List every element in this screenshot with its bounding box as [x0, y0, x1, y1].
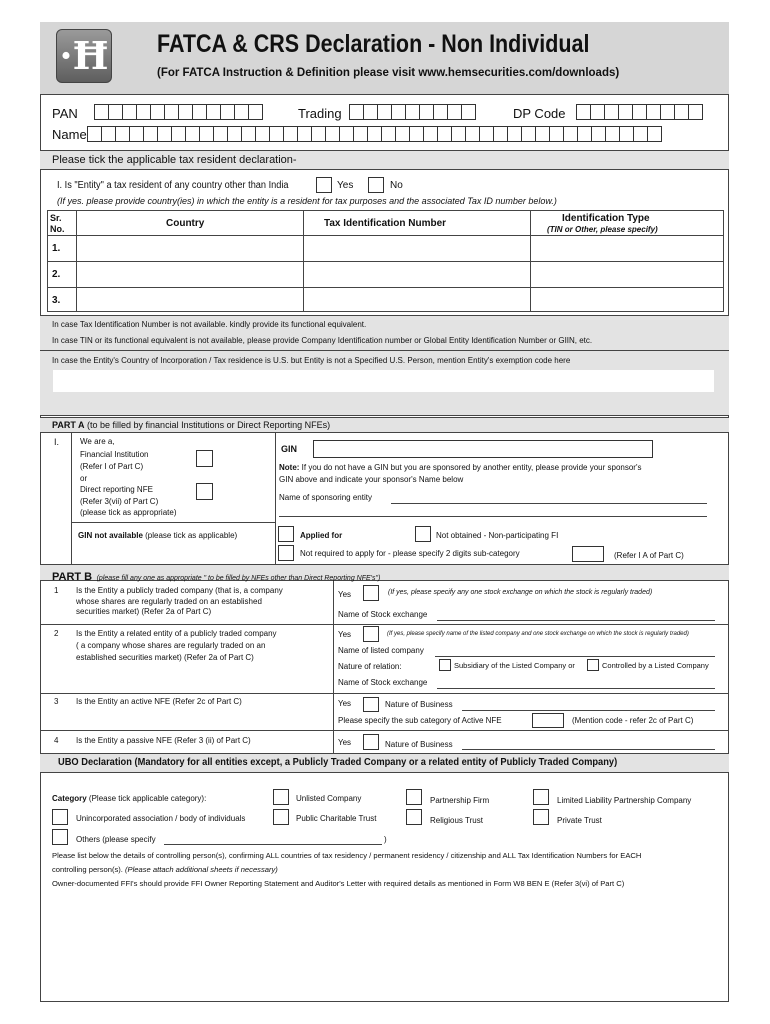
category-line: [52, 794, 206, 803]
char-cell[interactable]: [363, 104, 378, 120]
tax-resident-note: (If yes. please provide country(ies) in which the entity is a resident for tax purposes and the associated Tax ID number below.): [57, 196, 557, 206]
q3-nature-input[interactable]: [462, 710, 715, 711]
char-cell[interactable]: [591, 126, 606, 142]
char-cell[interactable]: [409, 126, 424, 142]
q2-yes-checkbox[interactable]: [363, 626, 379, 642]
char-cell[interactable]: [549, 126, 564, 142]
q2-controlled-label: Controlled by a Listed Company: [602, 661, 709, 670]
char-cell[interactable]: [164, 104, 179, 120]
char-cell[interactable]: [660, 104, 675, 120]
private-trust-label: Private Trust: [557, 816, 602, 825]
q2-listed-label: Name of listed company: [338, 646, 424, 655]
row-number: 3.: [52, 295, 61, 306]
gin-input[interactable]: [313, 440, 653, 458]
char-cell[interactable]: [129, 126, 144, 142]
char-cell[interactable]: [150, 104, 165, 120]
char-cell[interactable]: [419, 104, 434, 120]
q2-subsidiary-label: Subsidiary of the Listed Company or: [454, 661, 575, 670]
char-cell[interactable]: [576, 104, 591, 120]
unlisted-checkbox[interactable]: [273, 789, 289, 805]
sponsor-label: Name of sponsoring entity: [279, 493, 372, 502]
id-type-input-3[interactable]: [531, 288, 723, 311]
id-type-input-2[interactable]: [531, 262, 723, 286]
q1-num: 1: [54, 586, 59, 595]
char-cell[interactable]: [178, 104, 193, 120]
public-trust-label: Public Charitable Trust: [296, 814, 377, 823]
q3-sub-label: Please specify the sub category of Active NFE: [338, 716, 502, 725]
char-cell[interactable]: [647, 126, 662, 142]
char-cell[interactable]: [108, 104, 123, 120]
char-cell[interactable]: [115, 126, 130, 142]
char-cell[interactable]: [423, 126, 438, 142]
part-a-title: PART A: [52, 420, 85, 430]
part-b-title: PART B: [52, 571, 93, 583]
char-cell[interactable]: [381, 126, 396, 142]
q1-exchange-input[interactable]: [437, 620, 715, 621]
char-cell[interactable]: [349, 104, 364, 120]
private-trust-checkbox[interactable]: [533, 809, 549, 825]
q2-exchange-input[interactable]: [437, 688, 715, 689]
partnership-checkbox[interactable]: [406, 789, 422, 805]
not-required-label: Not required to apply for - please specify 2 digits sub-category: [300, 549, 520, 558]
q1-line1: Is the Entity a publicly traded company (that is, a company: [76, 586, 283, 595]
not-obtained-label: Not obtained - Non-participating FI: [436, 531, 559, 540]
fi-label: Financial Institution: [80, 450, 149, 459]
pan-input[interactable]: [94, 104, 262, 120]
gin-na-note: (please tick as applicable): [145, 531, 238, 540]
list-line2: [52, 865, 278, 874]
char-cell[interactable]: [143, 126, 158, 142]
q1-line2: whose shares are regularly traded on an established: [76, 597, 262, 606]
q2-line2: ( a company whose shares are regularly traded on an: [76, 641, 266, 650]
gin-note-line2: GIN above and indicate your sponsor's Name below: [279, 475, 464, 484]
trading-code-input[interactable]: [349, 104, 475, 120]
char-cell[interactable]: [220, 104, 235, 120]
part-a-num: I.: [54, 437, 60, 447]
char-cell[interactable]: [339, 126, 354, 142]
q1-note: (If yes, please specify any one stock exchange on which the stock is regularly traded): [388, 589, 653, 596]
char-cell[interactable]: [618, 104, 633, 120]
country-input-1[interactable]: [77, 236, 302, 260]
char-cell[interactable]: [646, 104, 661, 120]
nfe-checkbox[interactable]: [196, 483, 213, 500]
tick-note: (please tick as appropriate): [80, 508, 177, 517]
char-cell[interactable]: [461, 104, 476, 120]
others-checkbox[interactable]: [52, 829, 68, 845]
char-cell[interactable]: [451, 126, 466, 142]
q2-listed-input[interactable]: [435, 656, 715, 657]
col-no: No.: [50, 224, 65, 234]
char-cell[interactable]: [479, 126, 494, 142]
name-input[interactable]: [87, 126, 661, 142]
char-cell[interactable]: [577, 126, 592, 142]
others-label: Others (please specify: [76, 835, 156, 844]
unlisted-label: Unlisted Company: [296, 794, 362, 803]
col-identification-type-sub: (TIN or Other, please specify): [547, 225, 658, 234]
country-input-2[interactable]: [77, 262, 302, 286]
tin-input-3[interactable]: [304, 288, 529, 311]
we-are-label: We are a,: [80, 437, 115, 446]
char-cell[interactable]: [521, 126, 536, 142]
religious-trust-label: Religious Trust: [430, 816, 483, 825]
q2-line1: Is the Entity a related entity of a publicly traded company: [76, 629, 277, 638]
char-cell[interactable]: [377, 104, 392, 120]
q2-controlled-checkbox[interactable]: [587, 659, 599, 671]
part-a-note: (to be filled by financial Institutions or Direct Reporting NFEs): [87, 420, 331, 430]
q1-yes-checkbox[interactable]: [363, 585, 379, 601]
tax-resident-question: I. Is "Entity" a tax resident of any country other than India: [57, 180, 289, 191]
char-cell[interactable]: [507, 126, 522, 142]
llp-checkbox[interactable]: [533, 789, 549, 805]
row-number: 1.: [52, 243, 61, 254]
llp-label: Limited Liability Partnership Company: [557, 796, 692, 805]
char-cell[interactable]: [206, 104, 221, 120]
religious-trust-checkbox[interactable]: [406, 809, 422, 825]
char-cell[interactable]: [437, 126, 452, 142]
char-cell[interactable]: [297, 126, 312, 142]
others-close: ): [384, 835, 387, 844]
q4-nature-input[interactable]: [462, 749, 715, 750]
gin-note-line1: [279, 463, 641, 472]
list-line2-note: (Please attach additional sheets if necessary): [125, 865, 278, 874]
nfe-ref: (Refer 3(vii) of Part C): [80, 497, 159, 506]
char-cell[interactable]: [619, 126, 634, 142]
dp-code-input[interactable]: [576, 104, 702, 120]
tin-input-1[interactable]: [304, 236, 529, 260]
q3-yes-checkbox[interactable]: [363, 697, 379, 712]
tax-resident-yes-label: Yes: [337, 180, 354, 191]
char-cell[interactable]: [535, 126, 550, 142]
unincorporated-checkbox[interactable]: [52, 809, 68, 825]
q1-yes-label: Yes: [338, 590, 352, 599]
col-tin: Tax Identification Number: [324, 218, 447, 229]
q2-yes-label: Yes: [338, 630, 352, 639]
char-cell[interactable]: [325, 126, 340, 142]
char-cell[interactable]: [227, 126, 242, 142]
char-cell[interactable]: [87, 126, 102, 142]
q3-text: Is the Entity an active NFE (Refer 2c of Part C): [76, 697, 242, 706]
tax-resident-no-label: No: [390, 180, 403, 191]
id-type-input-1[interactable]: [531, 236, 723, 260]
ubo-title: UBO Declaration (Mandatory for all entities except, a Publicly Traded Company or a related entity of Publicly Traded Company): [58, 757, 618, 768]
char-cell[interactable]: [563, 126, 578, 142]
q4-yes-label: Yes: [338, 738, 352, 747]
applied-for-label: Applied for: [300, 531, 343, 540]
sponsor-input[interactable]: [391, 503, 707, 504]
list-line1: Please list below the details of controlling person(s), confirming ALL countries of tax residency / permanent residency / citizenship and ALL Tax Identification Numbers for EACH: [52, 851, 642, 860]
tin-info-1: In case Tax Identification Number is not available. kindly provide its functional equivalent.: [52, 320, 367, 329]
col-identification-type: Identification Type: [562, 213, 650, 224]
char-cell[interactable]: [493, 126, 508, 142]
q4-num: 4: [54, 736, 59, 745]
char-cell[interactable]: [632, 104, 647, 120]
tin-info-band: [40, 315, 729, 415]
q1-line3: securities market) (Refer 2a of Part C): [76, 607, 212, 616]
char-cell[interactable]: [122, 104, 137, 120]
q1-exchange-label: Name of Stock exchange: [338, 610, 428, 619]
trading-label: Trading: [298, 106, 342, 121]
char-cell[interactable]: [674, 104, 689, 120]
q4-text: Is the Entity a passive NFE (Refer 3 (ii) of Part C): [76, 736, 251, 745]
char-cell[interactable]: [255, 126, 270, 142]
gin-note-text: If you do not have a GIN but you are sponsored by another entity, please provide your sponsor's: [299, 463, 642, 472]
owner-documented-note: Owner-documented FFI's should provide FFI Owner Reporting Statement and Auditor's Letter with required details as mentioned in Form W8 BEN E (Refer 3(vi) of Part C): [52, 879, 625, 888]
col-country: Country: [166, 218, 205, 229]
char-cell[interactable]: [269, 126, 284, 142]
tax-resident-yes-checkbox[interactable]: [316, 177, 332, 193]
char-cell[interactable]: [447, 104, 462, 120]
category-bold: Category: [52, 794, 87, 803]
char-cell[interactable]: [405, 104, 420, 120]
part-b-note: (please fill any one as appropriate " to be filled by NFEs other than Direct Reporting NFE's"): [96, 575, 381, 582]
q2-relation-label: Nature of relation:: [338, 662, 402, 671]
pan-label: PAN: [52, 106, 78, 121]
char-cell[interactable]: [283, 126, 298, 142]
unincorporated-label: Unincorporated association / body of individuals: [76, 814, 246, 823]
note-bold: Note:: [279, 463, 300, 472]
char-cell[interactable]: [136, 104, 151, 120]
char-cell[interactable]: [633, 126, 648, 142]
char-cell[interactable]: [353, 126, 368, 142]
not-obtained-checkbox[interactable]: [415, 526, 431, 542]
gin-na-bold: GIN not available: [78, 531, 143, 540]
company-logo: ·Ħ: [56, 29, 112, 83]
char-cell[interactable]: [590, 104, 605, 120]
char-cell[interactable]: [213, 126, 228, 142]
char-cell[interactable]: [688, 104, 703, 120]
q3-code-note: (Mention code - refer 2c of Part C): [572, 716, 694, 725]
char-cell[interactable]: [248, 104, 263, 120]
char-cell[interactable]: [391, 104, 406, 120]
name-label: Name: [52, 127, 87, 142]
char-cell[interactable]: [395, 126, 410, 142]
tax-resident-no-checkbox[interactable]: [368, 177, 384, 193]
char-cell[interactable]: [241, 126, 256, 142]
others-input[interactable]: [164, 844, 382, 845]
q2-num: 2: [54, 629, 59, 638]
form-subtitle: (For FATCA Instruction & Definition please visit www.hemsecurities.com/downloads): [157, 67, 620, 79]
partnership-label: Partnership Firm: [430, 796, 490, 805]
char-cell[interactable]: [367, 126, 382, 142]
col-sr: Sr.: [50, 213, 62, 223]
q4-nature-label: Nature of Business: [385, 740, 453, 749]
form-title: FATCA & CRS Declaration - Non Individual: [157, 30, 590, 58]
nfe-label: Direct reporting NFE: [80, 485, 153, 494]
char-cell[interactable]: [465, 126, 480, 142]
q3-sub-category-input[interactable]: [532, 713, 564, 728]
fi-ref: (Refer I of Part C): [80, 462, 144, 471]
sponsor-input-line2[interactable]: [279, 516, 707, 517]
char-cell[interactable]: [185, 126, 200, 142]
refer-1a: (Refer I A of Part C): [614, 551, 684, 560]
sub-category-input[interactable]: [572, 546, 604, 562]
tin-info-2: In case TIN or its functional equivalent is not available, please provide Company Identification number or Global Entity Identification Number or GIIN, etc.: [52, 336, 593, 345]
q4-yes-checkbox[interactable]: [363, 734, 379, 750]
char-cell[interactable]: [311, 126, 326, 142]
char-cell[interactable]: [433, 104, 448, 120]
char-cell[interactable]: [605, 126, 620, 142]
char-cell[interactable]: [171, 126, 186, 142]
category-note: (Please tick applicable category):: [88, 794, 207, 803]
q3-num: 3: [54, 697, 59, 706]
q3-nature-label: Nature of Business: [385, 700, 453, 709]
or-label: or: [80, 474, 88, 483]
q2-subsidiary-checkbox[interactable]: [439, 659, 451, 671]
tin-input-2[interactable]: [304, 262, 529, 286]
q2-line3: established securities market) (Refer 2a of Part C): [76, 653, 254, 662]
row-number: 2.: [52, 269, 61, 280]
public-trust-checkbox[interactable]: [273, 809, 289, 825]
char-cell[interactable]: [94, 104, 109, 120]
tax-residency-title: Please tick the applicable tax resident declaration-: [52, 154, 297, 166]
char-cell[interactable]: [101, 126, 116, 142]
char-cell[interactable]: [157, 126, 172, 142]
applied-for-checkbox[interactable]: [278, 526, 294, 542]
exemption-code-input[interactable]: [53, 370, 714, 392]
gin-na-line: [78, 531, 237, 540]
q2-exchange-label: Name of Stock exchange: [338, 678, 428, 687]
gin-label: GIN: [281, 444, 298, 454]
q3-yes-label: Yes: [338, 699, 352, 708]
exemption-info: In case the Entity's Country of Incorporation / Tax residence is U.S. but Entity is not a Specified U.S. Person, mention Entity's exemption code here: [52, 356, 571, 365]
dp-code-label: DP Code: [513, 106, 566, 121]
part-b-title-line: [52, 567, 380, 585]
part-a-title-line: [52, 420, 330, 430]
country-input-3[interactable]: [77, 288, 302, 311]
list-line2-text: controlling person(s).: [52, 865, 126, 874]
char-cell[interactable]: [192, 104, 207, 120]
q2-note: (If yes, please specify name of the listed company and one stock exchange on which the stock is regularly traded): [387, 631, 689, 637]
fi-checkbox[interactable]: [196, 450, 213, 467]
char-cell[interactable]: [199, 126, 214, 142]
char-cell[interactable]: [234, 104, 249, 120]
not-required-checkbox[interactable]: [278, 545, 294, 561]
char-cell[interactable]: [604, 104, 619, 120]
